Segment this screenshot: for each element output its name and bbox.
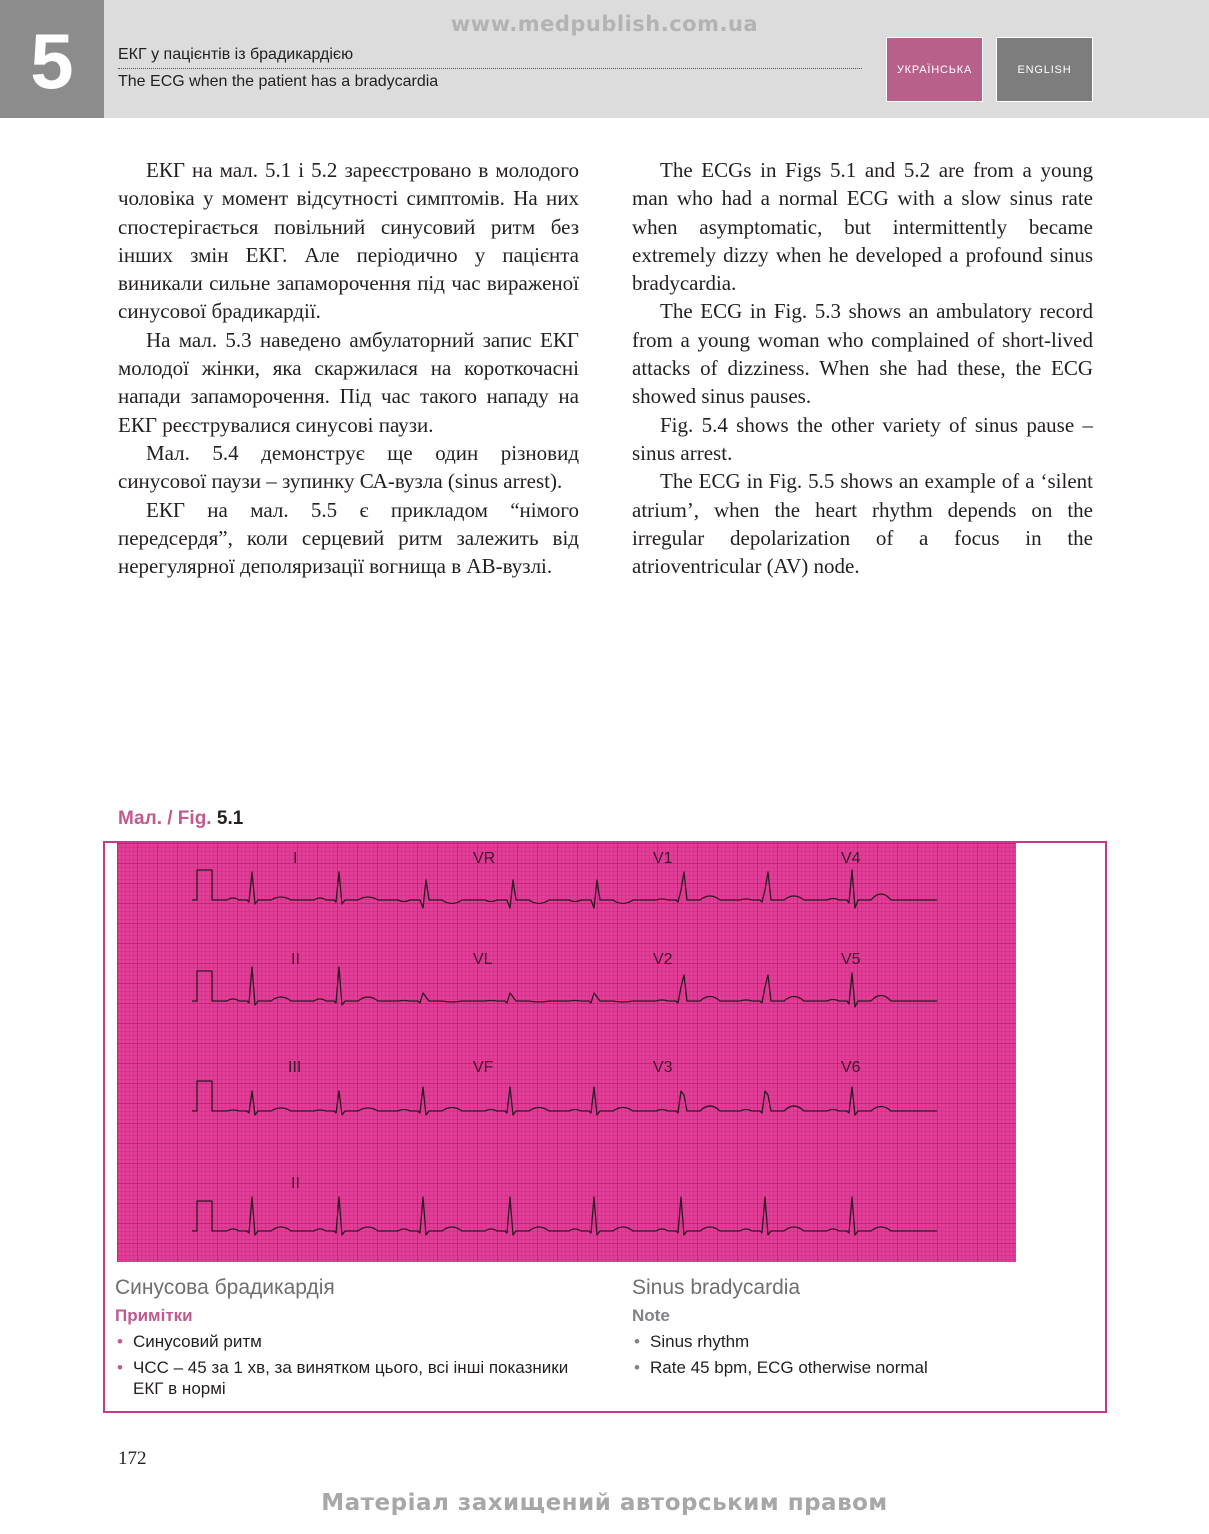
paragraph-uk-3: Мал. 5.4 демонструє ще один різновид синусової паузи – зупинку СА-вузла (sinus arrest). bbox=[118, 440, 579, 494]
caption-item-en-1: • Sinus rhythm bbox=[632, 1331, 928, 1352]
page-number: 172 bbox=[118, 1448, 147, 1469]
lead-label-I: I bbox=[293, 850, 298, 867]
lead-label-V6: V6 bbox=[841, 1059, 861, 1076]
lead-label-III: III bbox=[288, 1059, 302, 1076]
page-header bbox=[0, 0, 1209, 118]
lead-label-V3: V3 bbox=[653, 1059, 673, 1076]
running-title-en: The ECG when the patient has a bradycardia bbox=[118, 73, 439, 90]
paragraph-en-1: The ECGs in Figs 5.1 and 5.2 are from a young man who had a normal ECG with a slow sinus rate when asymptomatic, but intermittently became extremely dizzy when he developed a profound sinus bradycardia. bbox=[632, 158, 1093, 296]
running-title-uk: ЕКГ у пацієнтів із брадикардією bbox=[118, 46, 354, 63]
paragraph-en-2: The ECG in Fig. 5.3 shows an ambulatory record from a young woman who complained of short-lived attacks of dizziness. When she had these, the ECG showed sinus pauses. bbox=[632, 299, 1093, 409]
lead-label-V1: V1 bbox=[653, 850, 673, 867]
caption-item-en-2: • Rate 45 bpm, ECG otherwise normal bbox=[632, 1357, 928, 1378]
paragraph-uk-4: ЕКГ на мал. 5.5 є прикладом “німого передсердя”, коли серцевий ритм залежить від нерегулярної деполяризації вогнища в АВ-вузлі. bbox=[118, 497, 579, 579]
paragraph-uk-1: ЕКГ на мал. 5.1 і 5.2 зареєстровано в молодого чоловіка у момент відсутності симптомів. На них спостерігається повільний синусовий ритм без інших змін ЕКГ. Але періодично у пацієнта виникали сильне запаморочення під час вираженої синусової брадикардії. bbox=[118, 158, 579, 324]
lead-label-V5: V5 bbox=[841, 951, 861, 968]
caption-list-uk bbox=[115, 1331, 585, 1404]
caption-note-uk: Примітки bbox=[115, 1306, 193, 1325]
top-watermark: www.medpublish.com.ua bbox=[450, 12, 759, 36]
caption-item-uk-1: • Синусовий ритм bbox=[115, 1331, 585, 1352]
chapter-number: 5 bbox=[30, 17, 74, 105]
caption-title-uk: Синусова брадикардія bbox=[115, 1276, 335, 1299]
caption-title-en: Sinus bradycardia bbox=[632, 1276, 801, 1299]
figure-label-number: 5.1 bbox=[216, 808, 244, 829]
caption-item-uk-2: • ЧСС – 45 за 1 хв, за винятком цього, всі інші показники ЕКГ в нормі bbox=[115, 1357, 585, 1399]
caption-note-en: Note bbox=[632, 1306, 670, 1325]
lead-label-V2: V2 bbox=[653, 951, 673, 968]
ecg-tracing bbox=[117, 843, 1016, 1262]
header-divider bbox=[118, 68, 862, 69]
caption-list-en bbox=[632, 1331, 928, 1383]
figure-label bbox=[118, 808, 243, 830]
copyright-watermark: Матеріал захищений авторським правом bbox=[321, 1490, 888, 1516]
language-tab-english[interactable]: ENGLISH bbox=[996, 37, 1093, 102]
lead-label-II: II bbox=[291, 951, 300, 968]
body-column-en bbox=[632, 156, 1093, 580]
lead-label-rhythm-II: II bbox=[291, 1175, 300, 1192]
paragraph-en-3: Fig. 5.4 shows the other variety of sinus pause – sinus arrest. bbox=[632, 412, 1093, 465]
language-tab-ukrainian[interactable]: УКРАЇНСЬКА bbox=[886, 37, 983, 102]
paragraph-en-4: The ECG in Fig. 5.5 shows an example of a ‘silent atrium’, when the heart rhythm depends on the irregular depolarization of a focus in the atrioventricular (AV) node. bbox=[632, 469, 1093, 579]
lead-label-VR: VR bbox=[473, 850, 496, 867]
body-column-uk bbox=[118, 156, 579, 580]
figure-label-prefix: Мал. / Fig. bbox=[118, 808, 212, 829]
lead-label-VL: VL bbox=[473, 951, 493, 968]
lead-label-VF: VF bbox=[473, 1059, 494, 1076]
lead-label-V4: V4 bbox=[841, 850, 861, 867]
paragraph-uk-2: На мал. 5.3 наведено амбулаторний запис ЕКГ молодої жінки, яка скаржилася на короткочасні напади запаморочення. Під час такого нападу на ЕКГ реєструвалися синусові паузи. bbox=[118, 327, 579, 437]
